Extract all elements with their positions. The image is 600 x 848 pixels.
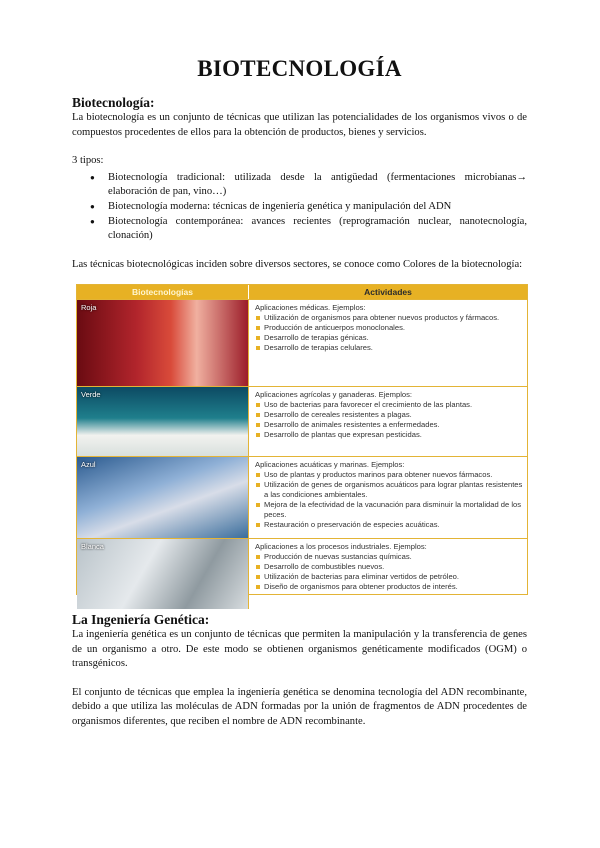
section-heading-ingenieria: La Ingeniería Genética: (72, 612, 210, 627)
activity-item: Utilización de bacterias para eliminar vertidos de petróleo. (255, 572, 523, 582)
activity-item: Restauración o preservación de especies acuáticas. (255, 520, 523, 530)
activities-heading: Aplicaciones médicas. Ejemplos: (255, 303, 366, 312)
activity-item: Uso de plantas y productos marinos para obtener nuevos fármacos. (255, 470, 523, 480)
activity-item: Desarrollo de terapias celulares. (255, 343, 523, 353)
white-biotech-image (77, 539, 249, 609)
biotech-colors-table (76, 284, 528, 595)
activity-item: Desarrollo de terapias génicas. (255, 333, 523, 343)
types-label: 3 tipos: (72, 155, 104, 167)
intro-paragraph: La biotecnología es un conjunto de técnicas que utilizan las potencialidades de los organismos vivos o de compuestos procedentes de ellos para la obtención de productos, bienes y servicios. (72, 112, 527, 138)
ingenieria-paragraph-2: El conjunto de técnicas que emplea la ingeniería genética se denomina tecnología del ADN recombinante, debido a que utiliza las moléculas de ADN formadas por la unión de fragmentos de ADN procedentes de organismos diferentes, que reciben el nombre de ADN recombinante. (72, 686, 527, 727)
activity-item: Desarrollo de combustibles nuevos. (255, 562, 523, 572)
row-label-blanca: Blanca (81, 542, 104, 551)
row-label-roja: Roja (81, 303, 97, 312)
activity-item: Diseño de organismos para obtener productos de interés. (255, 582, 523, 592)
activity-item: Desarrollo de animales resistentes a enfermedades. (255, 420, 523, 430)
list-item: ● Biotecnología tradicional: utilizada desde la antigüedad (fermentaciones microbianas→ elaboración de pan, vino…) (108, 171, 527, 200)
activity-item: Utilización de genes de organismos acuáticos para lograr plantas resistentes a las condiciones ambientales. (255, 480, 523, 500)
row-label-verde: Verde (81, 390, 101, 399)
activity-item: Producción de nuevas sustancias químicas. (255, 552, 523, 562)
activities-heading: Aplicaciones agrícolas y ganaderas. Ejemplos: (255, 390, 413, 399)
activities-heading: Aplicaciones acuáticas y marinas. Ejemplos: (255, 460, 405, 469)
document-title: BIOTECNOLOGÍA (197, 56, 402, 81)
document-page (72, 56, 527, 272)
ingenieria-paragraph-1: La ingeniería genética es un conjunto de técnicas que permiten la manipulación y la transferencia de genes de un organismo a otro. De este modo se obtienen organismos genéticamente modificados (OGM) o transgénicos. (72, 629, 527, 670)
list-item: ● Biotecnología contemporánea: avances recientes (reprogramación nuclear, nanotecnología, clonación) (108, 215, 527, 244)
table-row (77, 386, 527, 456)
activities-cell (249, 539, 527, 609)
activities-cell (249, 300, 527, 386)
activity-item: Uso de bacterias para favorecer el crecimiento de las plantas. (255, 400, 523, 410)
table-row (77, 299, 527, 386)
red-biotech-image (77, 300, 249, 386)
section-heading-biotecnologia: Biotecnología: (72, 95, 155, 110)
table-row (77, 538, 527, 609)
activity-item: Mejora de la efectividad de la vacunación para disminuir la mortalidad de los peces. (255, 500, 523, 520)
table-row (77, 456, 527, 538)
green-biotech-image (77, 387, 249, 456)
table-header (77, 285, 527, 299)
activity-item: Desarrollo de cereales resistentes a plagas. (255, 410, 523, 420)
list-item: ● Biotecnología moderna: técnicas de ingeniería genética y manipulación del ADN (108, 200, 527, 215)
activities-cell (249, 387, 527, 456)
activity-item: Utilización de organismos para obtener nuevos productos y fármacos. (255, 313, 523, 323)
colors-intro-paragraph: Las técnicas biotecnológicas inciden sobre diversos sectores, se conoce como Colores de la biotecnología: (72, 258, 523, 270)
activities-heading: Aplicaciones a los procesos industriales. Ejemplos: (255, 542, 427, 551)
activities-cell (249, 457, 527, 538)
activity-item: Producción de anticuerpos monoclonales. (255, 323, 523, 333)
column-header-biotecnologias: Biotecnologías (77, 285, 249, 299)
section-ingenieria-genetica (72, 612, 527, 730)
activity-item: Desarrollo de plantas que expresan pesticidas. (255, 430, 523, 440)
row-label-azul: Azul (81, 460, 96, 469)
types-list (72, 171, 527, 244)
blue-biotech-image (77, 457, 249, 538)
column-header-actividades: Actividades (364, 287, 412, 297)
